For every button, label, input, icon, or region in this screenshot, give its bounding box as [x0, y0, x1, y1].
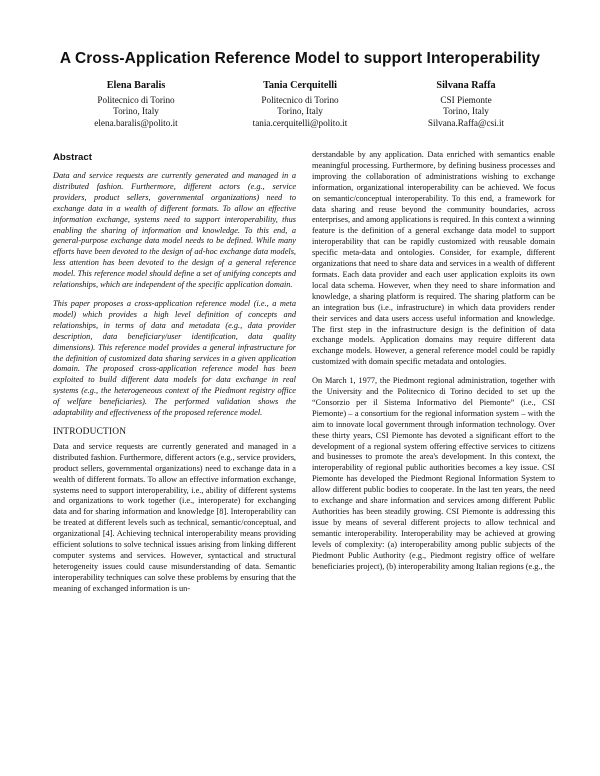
- author-location: Torino, Italy: [277, 106, 323, 117]
- author-affiliation: Politecnico di Torino: [97, 94, 175, 105]
- author-block: [210, 80, 390, 129]
- author-name: Elena Baralis: [106, 80, 166, 91]
- body-paragraph: derstandable by any application. Data enriched with semantics enable meaningful processing. Furthermore, by defining business processes and improving the collaboration of administrations wishing to exchange information, organizational interoperability can be achieved. We focus on semantic/conceptual interoperability. To this end, a framework for data sharing and reuse beyond the community boundaries, across enterprises, and among applications is required. In this context a winning feature is the definition of a general exchange data model to support interoperability that can be rapidly customized with reusable domain specific meta-data and ontologies. Consider, for example, different organizations that need to share data and services in a wealth of different formats. Each data provider and each user application exploits its own local data schema. However, when they need to share information and knowledge, a sharing platform is required. The sharing platform can be an integration bus (i.e., infrastructure) in which data providers render their services and data users access useful information and knowledge. The first step in the infrastructure design is the definition of data exchange models. Application domains may require different data exchange models. However, a general reference model could be rapidly customized with domain specific metadata and ontologies.: [312, 150, 555, 367]
- author-location: Torino, Italy: [443, 106, 489, 117]
- left-column: [53, 152, 296, 603]
- body-paragraph: On March 1, 1977, the Piedmont regional administration, together with the University and the Politecnico di Torino decided to set up the “Consorzio per il Sistema Informativo del Piemonte” (i.e., CSI Piemonte) – a consortium for the regional information system – with the aim to innovate local government through information technology. Over these thirty years, CSI Piemonte has devoted a significant effort to the development of a regional system offering effective services to citizens and businesses to promote the area's development. In this context, the interoperability of regional public authorities becomes a key issue. CSI Piemonte has developed the Piedmont Regional Information System to allow different public bodies to cooperate. In the last ten years, the need to exchange and share information and services among different Public Authorities has been steadily growing. CSI Piemonte is addressing this issue by means of several different projects to allow technical and semantic interoperability. Interoperability may be achieved at growing levels of complexity: (a) interoperability among public subjects of the Piedmont Public Authority (e.g., Piedmont registry office of welfare beneficiaries project), (b) interoperability among Italian regions (e.g., the: [312, 376, 555, 571]
- author-block: [376, 80, 556, 129]
- abstract-paragraph: Data and service requests are currently generated and managed in a distributed fashion. Furthermore, different actors (e.g., service providers, product sellers, governmental organizations) need to exchange data in a wealth of different formats. To allow an effective information exchange, systems need to support interoperability, thus enabling the sharing of information and knowledge. To this end, a general-purpose exchange data model needs to be defined. While many efforts have been devoted to the design of ad-hoc exchange data models, less attention has been devoted to the design of a general reference model. This reference model should define a set of unifying concepts and relationships, which are independent of the specific application domain.: [53, 171, 296, 290]
- author-email: Silvana.Raffa@csi.it: [427, 117, 505, 128]
- right-column: [312, 150, 555, 580]
- author-affiliation: Politecnico di Torino: [261, 94, 339, 105]
- author-email: elena.baralis@polito.it: [94, 117, 178, 128]
- author-location: Torino, Italy: [113, 106, 159, 117]
- author-block: [46, 80, 226, 129]
- author-email: tania.cerquitelli@polito.it: [252, 117, 348, 128]
- abstract-paragraph: This paper proposes a cross-application reference model (i.e., a meta model) which provides a high level definition of concepts and relationships, in terms of data and metadata (e.g., data provider description, data beneficiary/user identification, data quality dimensions). This reference model provides a general infrastructure for the definition of customized data sharing services in a given application domain. The proposed cross-application reference model has been exploited to build different data models for data exchange in real systems (e.g., the heterogeneous context of the Piedmont registry office of welfare beneficiaries). The performed validation shows the adaptability and effectiveness of the proposed reference model.: [53, 298, 296, 418]
- author-affiliation: CSI Piemonte: [440, 94, 492, 105]
- section-heading-introduction: INTRODUCTION: [53, 426, 127, 437]
- abstract-heading: Abstract: [53, 152, 92, 163]
- body-paragraph: Data and service requests are currently generated and managed in a distributed fashion. Furthermore, different actors (e.g., service providers, product sellers, governmental organizations) need to exchange data in a wealth of different formats. To allow an effective information exchange, systems need to support interoperability, i.e., ability of different systems and organizations to work together (i.e., interoperate) for exchanging data and for sharing information and knowledge [8]. Interoperability can be treated at different levels such as technical, semantic/conceptual, and organizational [4]. Achieving technical interoperability means providing efficient solutions to solve technical issues arising from linking different computer systems and services. However, syntactical and structural heterogeneity issues could cause misunderstanding of data. Semantic interoperability techniques can solve these problems by ensuring that the meaning of exchanged information is un-: [53, 441, 296, 593]
- author-name: Silvana Raffa: [436, 80, 496, 91]
- paper-title: A Cross-Application Reference Model to support Interoperability: [59, 50, 541, 67]
- author-name: Tania Cerquitelli: [263, 80, 337, 91]
